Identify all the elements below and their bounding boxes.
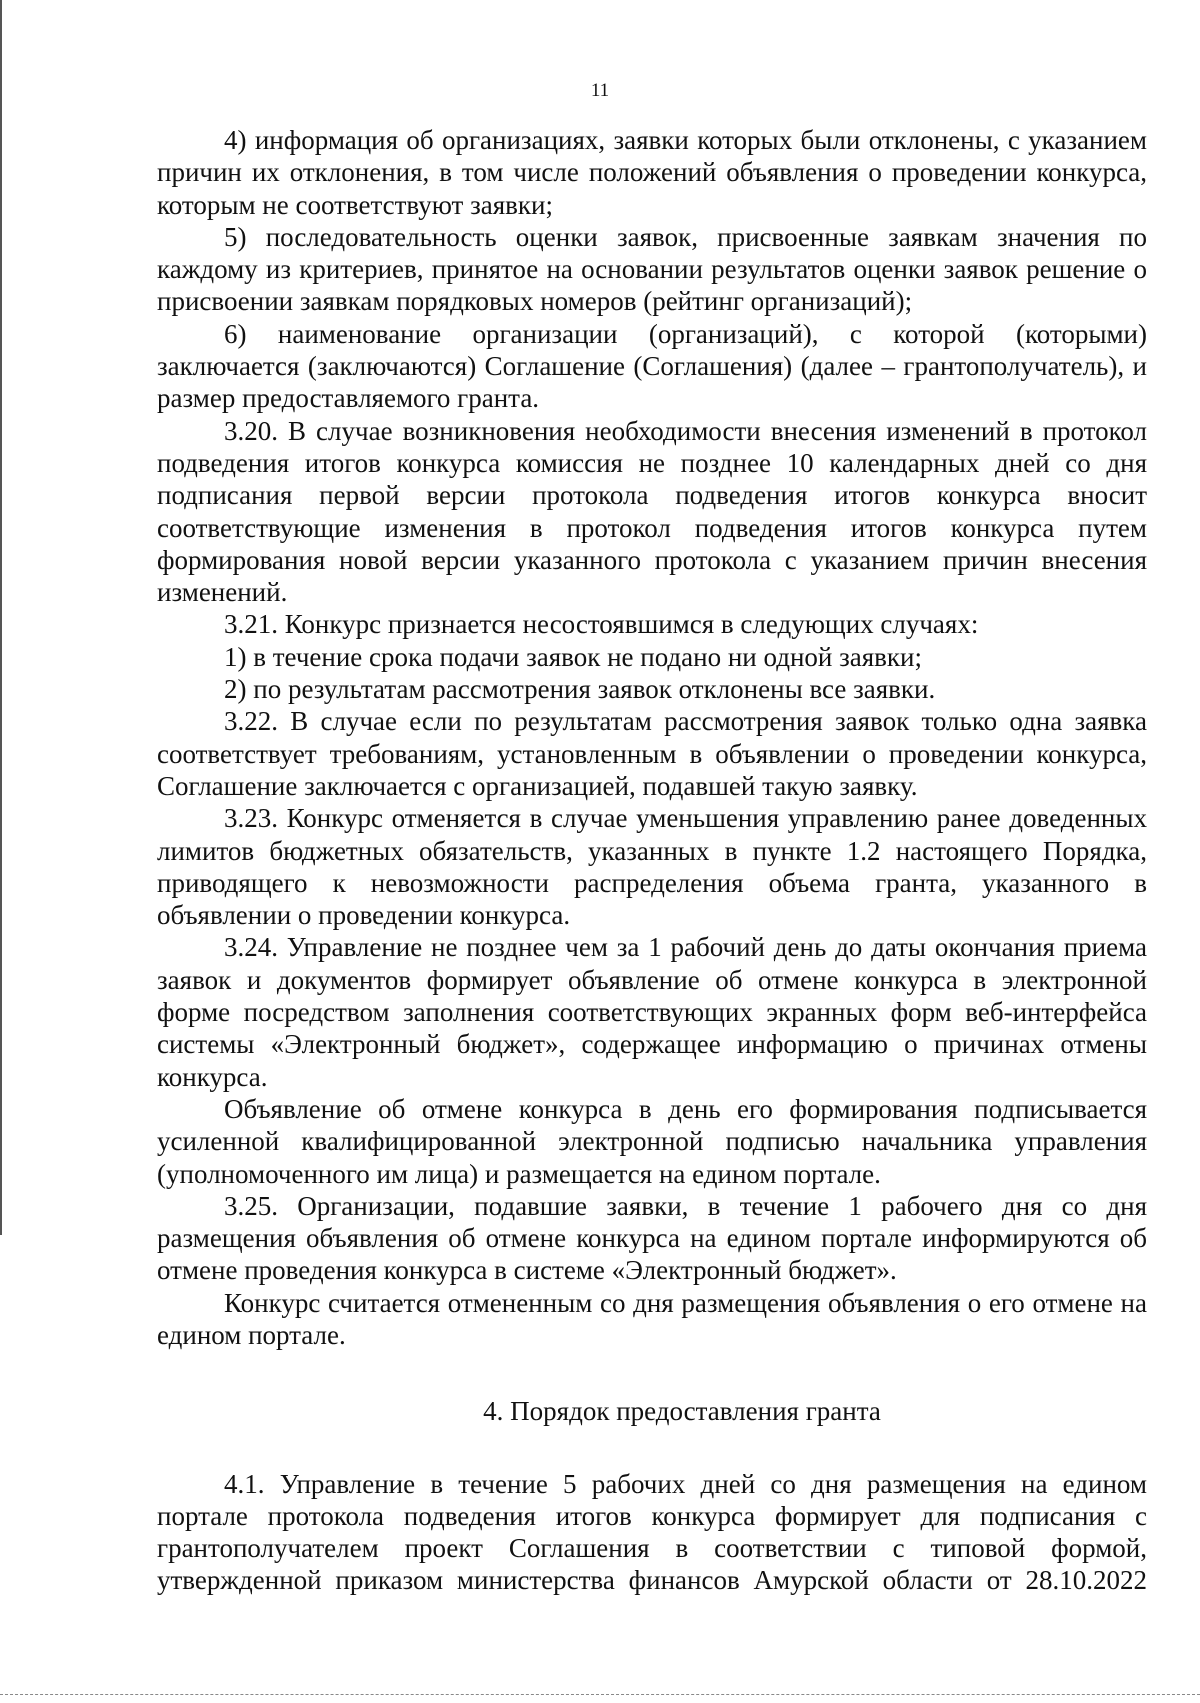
paragraph-3-21-item-2: 2) по результатам рассмотрения заявок отклонены все заявки. [224,674,936,705]
paragraph-3-24: 3.24. Управление не позднее чем за 1 рабочий день до даты окончания приема заявок и документов формирует объявление об отмене конкурса в электронной форме посредством заполнения соответствующих экранных форм веб-интерфейса системы «Электронный бюджет», содержащее информацию о причинах отмены конкурса. [157,932,1147,1092]
paragraph-3-20: 3.20. В случае возникновения необходимости внесения изменений в протокол подведения итогов конкурса комиссия не позднее 10 календарных дней со дня подписания первой версии протокола подведения итогов конкурса вносит соответствующие изменения в протокол подведения итогов конкурса путем формирования новой версии указанного протокола с указанием причин внесения изменений. [157,415,1147,608]
scan-edge-left [0,0,2,1235]
paragraph-3-24-signing: Объявление об отмене конкурса в день его формирования подписывается усиленной квалифицированной электронной подписью начальника управления (уполномоченного им лица) и размещается на едином портале. [157,1093,1147,1189]
paragraph-3-21: 3.21. Конкурс признается несостоявшимся в следующих случаях: [224,609,979,640]
paragraph-4-1: 4.1. Управление в течение 5 рабочих дней со дня размещения на едином портале протокола подведения итогов конкурса формирует для подписания с грантополучателем проект Соглашения в соответствии с типовой формой, утвержденной приказом министерства финансов Амурской области от 28.10.2022 [157,1468,1147,1596]
paragraph-item-5: 5) последовательность оценки заявок, присвоенные заявкам значения по каждому из критериев, принятое на основании результатов оценки заявок решение о присвоении заявкам порядковых номеров (рейтинг организаций); [157,221,1147,317]
paragraph-3-23: 3.23. Конкурс отменяется в случае уменьшения управлению ранее доведенных лимитов бюджетных обязательств, указанных в пункте 1.2 настоящего Порядка, приводящего к невозможности распределения объема гранта, указанного в объявлении о проведении конкурса. [157,803,1147,931]
page-number: 11 [590,80,610,101]
document-body [157,124,1147,1597]
paragraph-item-6: 6) наименование организации (организаций), с которой (которыми) заключается (заключаются) Соглашение (Соглашения) (далее – грантополучатель), и размер предоставляемого гранта. [157,318,1147,414]
paragraph-3-21-item-1: 1) в течение срока подачи заявок не подано ни одной заявки; [224,641,922,672]
paragraph-item-4: 4) информация об организациях, заявки которых были отклонены, с указанием причин их отклонения, в том числе положений объявления о проведении конкурса, которым не соответствуют заявки; [157,125,1147,220]
paragraph-3-22: 3.22. В случае если по результатам рассмотрения заявок только одна заявка соответствует требованиям, установленным в объявлении о проведении конкурса, Соглашение заключается с организацией, подавшей такую заявку. [157,706,1147,801]
paragraph-3-25-cancelled: Конкурс считается отмененным со дня размещения объявления о его отмене на едином портале. [157,1287,1147,1350]
section-heading: 4. Порядок предоставления гранта [483,1396,881,1427]
scan-edge-bottom [0,1694,1200,1695]
paragraph-3-25: 3.25. Организации, подавшие заявки, в течение 1 рабочего дня со дня размещения объявления об отмене конкурса на едином портале информируются об отмене проведения конкурса в системе «Электронный бюджет». [157,1190,1147,1286]
